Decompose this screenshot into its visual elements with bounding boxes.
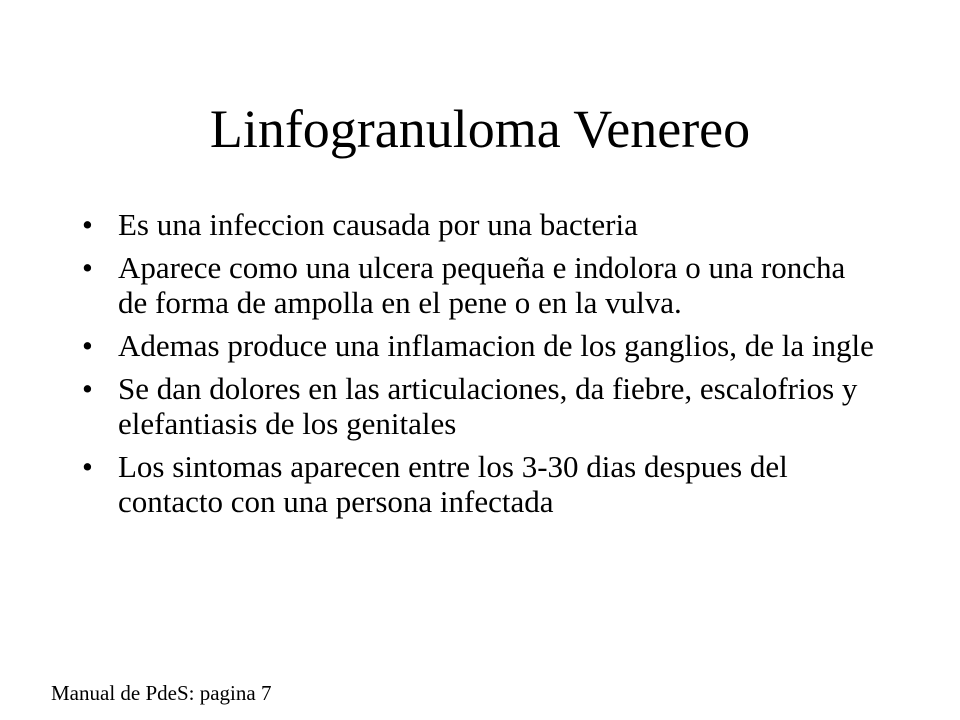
bullet-text: Los sintomas aparecen entre los 3-30 dias despues del contacto con una persona infectada: [118, 449, 788, 519]
bullet-text: Es una infeccion causada por una bacteria: [118, 207, 638, 242]
bullet-text: Se dan dolores en las articulaciones, da fiebre, escalofrios y elefantiasis de los genitales: [118, 371, 858, 441]
slide-title: Linfogranuloma Venereo: [209, 99, 751, 159]
bullet-item: [82, 371, 882, 441]
bullet-item: [82, 328, 882, 363]
bullet-icon: •: [82, 328, 93, 363]
bullet-item: [82, 449, 882, 519]
bullet-icon: •: [82, 207, 93, 242]
bullet-icon: •: [82, 371, 93, 406]
bullet-item: [82, 207, 882, 242]
bullet-icon: •: [82, 449, 93, 484]
bullet-list: [82, 207, 882, 527]
bullet-text: Aparece como una ulcera pequeña e indolora o una roncha de forma de ampolla en el pene o en la vulva.: [118, 250, 846, 320]
bullet-icon: •: [82, 250, 93, 285]
bullet-text: Ademas produce una inflamacion de los ganglios, de la ingle: [118, 328, 874, 363]
bullet-item: [82, 250, 882, 320]
footer-reference: Manual de PdeS: pagina 7: [51, 681, 272, 705]
